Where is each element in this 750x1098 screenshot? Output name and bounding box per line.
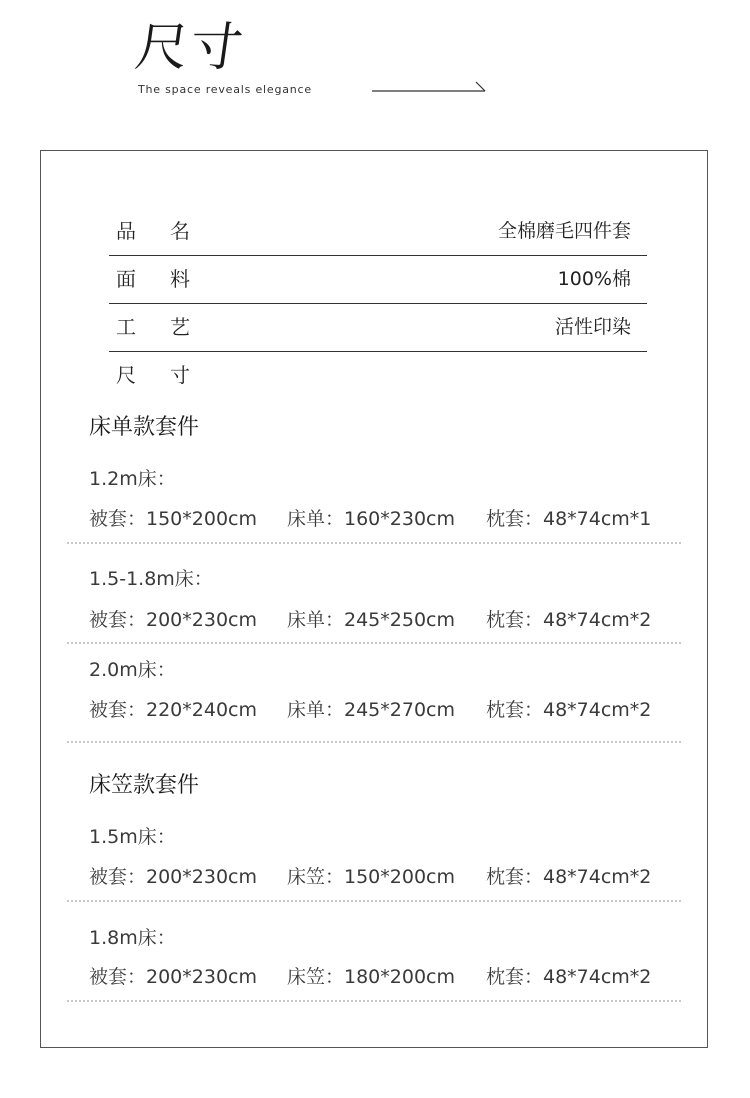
sheet-size: 床单：245*270cm — [287, 699, 455, 721]
dotted-divider — [67, 900, 681, 902]
pillowcase-size: 枕套：48*74cm*2 — [486, 966, 652, 988]
dotted-divider — [67, 542, 681, 544]
size-line — [89, 696, 689, 724]
quilt-cover-size: 被套：200*230cm — [89, 966, 257, 988]
pillowcase-size: 枕套：48*74cm*2 — [486, 699, 652, 721]
spec-row-craft — [109, 303, 647, 352]
spec-label: 工艺 — [116, 315, 224, 339]
sheet-size: 床单：245*250cm — [287, 609, 455, 631]
dotted-divider — [67, 741, 681, 743]
bed-size-label: 2.0m床： — [89, 659, 176, 681]
spec-label: 面料 — [116, 267, 224, 291]
size-line — [89, 963, 689, 991]
bed-size-label: 1.5m床： — [89, 826, 176, 848]
fitted-sheet-size: 床笠：180*200cm — [287, 966, 455, 988]
group-title: 床笠款套件 — [89, 773, 200, 798]
quilt-cover-size: 被套：200*230cm — [89, 866, 257, 888]
spec-card — [40, 150, 708, 1048]
spec-value: 全棉磨毛四件套 — [497, 220, 631, 242]
spec-label: 品名 — [116, 219, 224, 243]
pillowcase-size: 枕套：48*74cm*2 — [486, 609, 652, 631]
size-line — [89, 606, 689, 634]
group-title: 床单款套件 — [89, 415, 200, 440]
bed-size-label: 1.8m床： — [89, 927, 176, 949]
quilt-cover-size: 被套：200*230cm — [89, 609, 257, 631]
spec-label: 尺寸 — [116, 363, 224, 387]
quilt-cover-size: 被套：220*240cm — [89, 699, 257, 721]
page-subtitle: The space reveals elegance — [138, 83, 312, 96]
size-line — [89, 863, 689, 891]
page-title: 尺寸 — [131, 18, 249, 78]
spec-value: 活性印染 — [554, 316, 631, 338]
pillowcase-size: 枕套：48*74cm*2 — [486, 866, 652, 888]
bed-size-label: 1.5-1.8m床： — [89, 568, 213, 590]
fitted-sheet-size: 床笠：150*200cm — [287, 866, 455, 888]
spec-row-fabric — [109, 255, 647, 304]
quilt-cover-size: 被套：150*200cm — [89, 508, 257, 530]
dotted-divider — [67, 1000, 681, 1002]
size-line — [89, 505, 689, 533]
spec-row-size — [109, 351, 647, 399]
pillowcase-size: 枕套：48*74cm*1 — [486, 508, 652, 530]
dotted-divider — [67, 642, 681, 644]
spec-row-name — [109, 207, 647, 256]
sheet-size: 床单：160*230cm — [287, 508, 455, 530]
spec-value: 100%棉 — [557, 268, 631, 290]
arrow-right-icon — [372, 78, 488, 98]
bed-size-label: 1.2m床： — [89, 468, 176, 490]
